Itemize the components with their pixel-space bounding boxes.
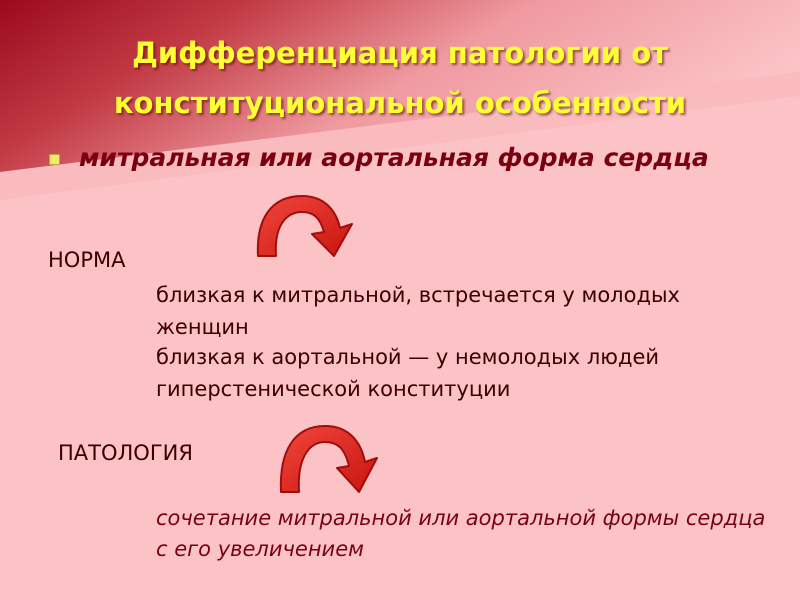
- bullet-text: митральная или аортальная форма сердца: [79, 143, 709, 172]
- curved-arrow-icon: [248, 190, 368, 262]
- pathology-text: сочетание митральной или аортальной формы сердца с его увеличением: [156, 506, 766, 561]
- square-bullet-icon: [49, 154, 60, 165]
- curved-arrow-icon: [273, 420, 393, 498]
- pathology-label: ПАТОЛОГИЯ: [58, 441, 193, 465]
- norm-label: НОРМА: [48, 248, 126, 272]
- slide-title: Дифференциация патологии от конституциональной особенности: [113, 36, 687, 120]
- norm-text-mitral: близкая к митральной, встречается у молодых женщин: [156, 283, 680, 339]
- norm-text-aortal: близкая к аортальной — у немолодых людей гиперстенической конституции: [156, 345, 660, 401]
